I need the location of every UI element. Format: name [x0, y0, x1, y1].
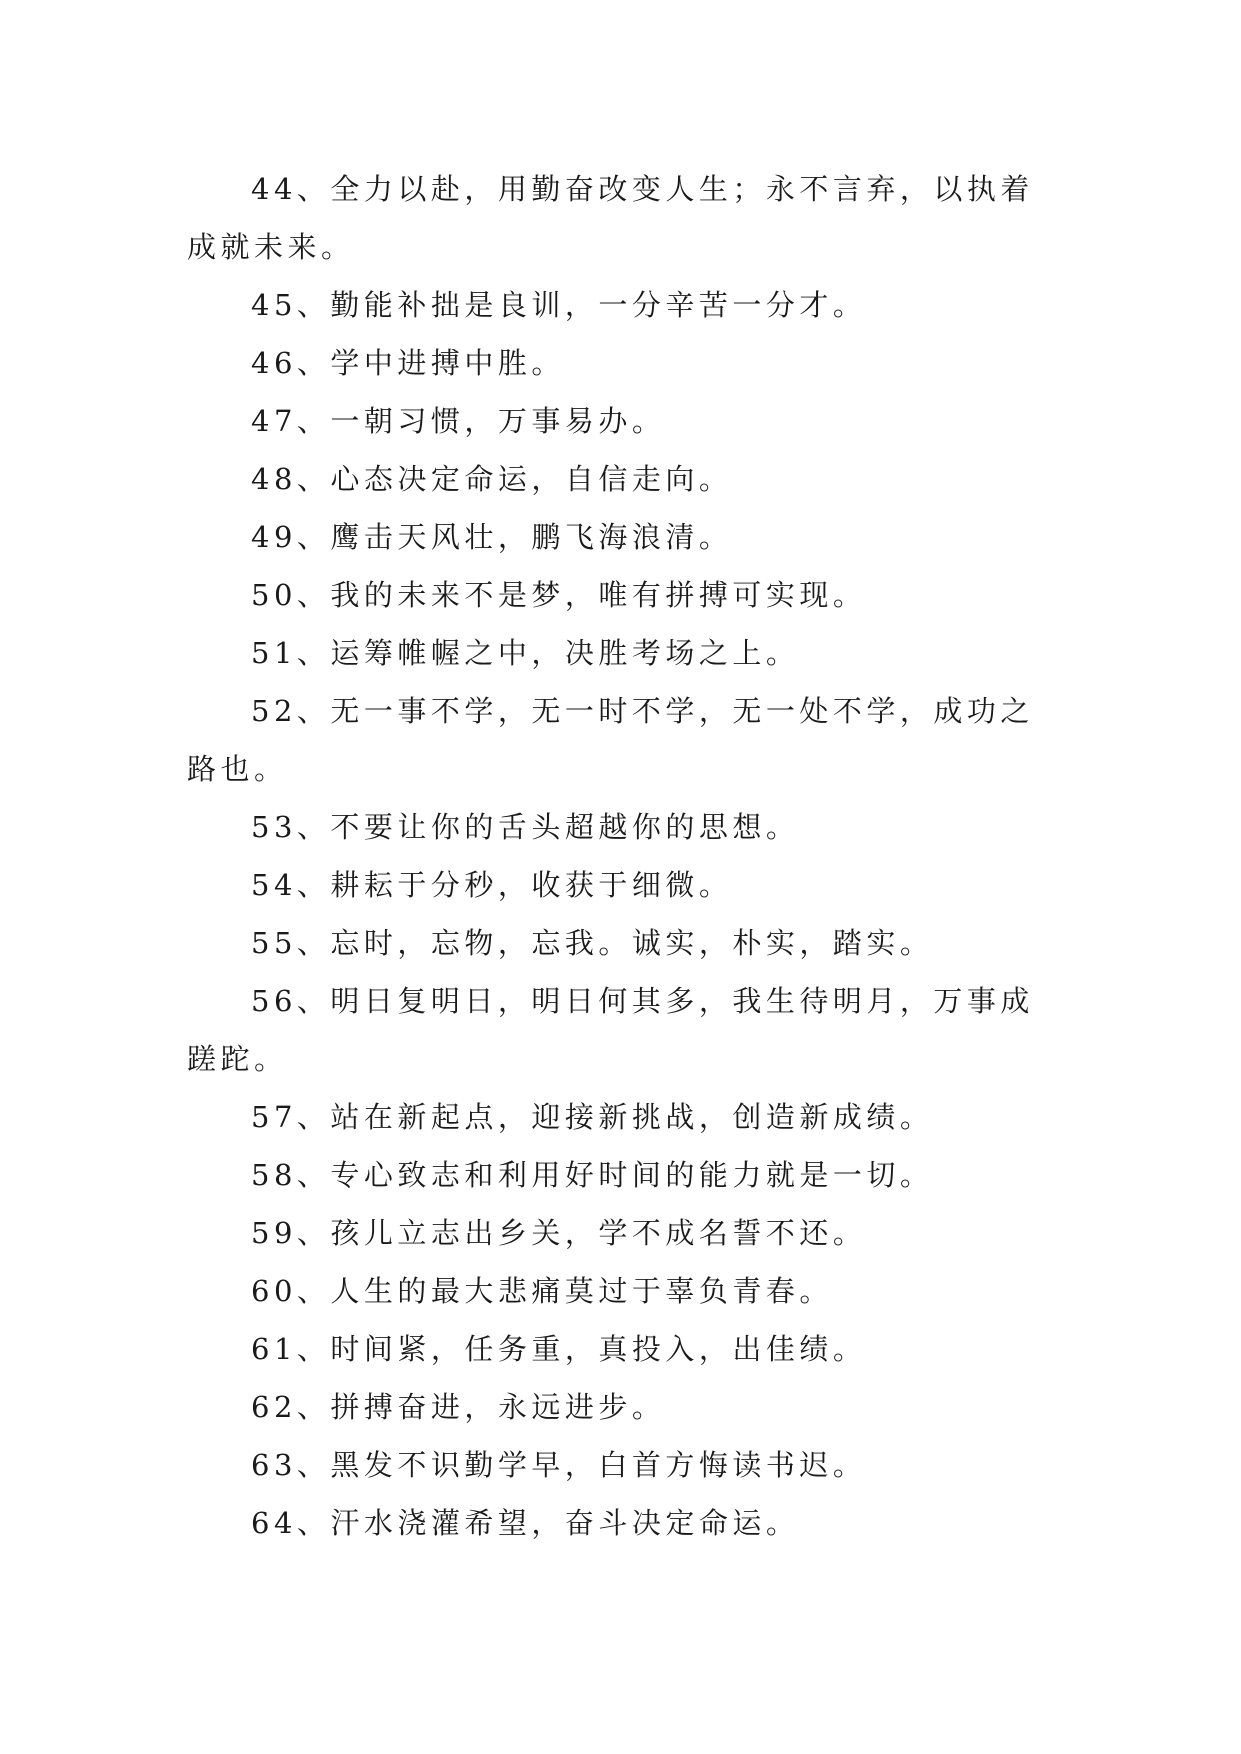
list-item: 48、心态决定命运，自信走向。 — [251, 462, 733, 496]
list-item: 61、时间紧，任务重，真投入，出佳绩。 — [251, 1332, 867, 1366]
document-body — [187, 160, 1047, 1552]
list-item: 50、我的未来不是梦，唯有拼搏可实现。 — [251, 578, 867, 612]
list-item: 58、专心致志和利用好时间的能力就是一切。 — [251, 1158, 934, 1192]
list-item: 51、运筹帷幄之中，决胜考场之上。 — [251, 636, 800, 670]
list-item: 57、站在新起点，迎接新挑战，创造新成绩。 — [251, 1100, 934, 1134]
list-item: 62、拼搏奋进，永远进步。 — [251, 1390, 666, 1424]
list-item: 44、全力以赴，用勤奋改变人生；永不言弃，以执着成就未来。 — [187, 172, 1034, 264]
list-item: 63、黑发不识勤学早，白首方悔读书迟。 — [251, 1448, 867, 1482]
list-item: 60、人生的最大悲痛莫过于辜负青春。 — [251, 1274, 833, 1308]
list-item: 53、不要让你的舌头超越你的思想。 — [251, 810, 800, 844]
list-item: 46、学中进搏中胜。 — [251, 346, 565, 380]
list-item: 52、无一事不学，无一时不学，无一处不学，成功之路也。 — [187, 694, 1034, 786]
list-item: 45、勤能补拙是良训，一分辛苦一分才。 — [251, 288, 867, 322]
list-item: 56、明日复明日，明日何其多，我生待明月，万事成蹉跎。 — [187, 984, 1034, 1076]
list-item: 55、忘时，忘物，忘我。诚实，朴实，踏实。 — [251, 926, 934, 960]
list-item: 59、孩儿立志出乡关，学不成名誓不还。 — [251, 1216, 867, 1250]
list-item: 54、耕耘于分秒，收获于细微。 — [251, 868, 733, 902]
list-item: 47、一朝习惯，万事易办。 — [251, 404, 666, 438]
list-item: 64、汗水浇灌希望，奋斗决定命运。 — [251, 1506, 800, 1540]
list-item: 49、鹰击天风壮，鹏飞海浪清。 — [251, 520, 733, 554]
